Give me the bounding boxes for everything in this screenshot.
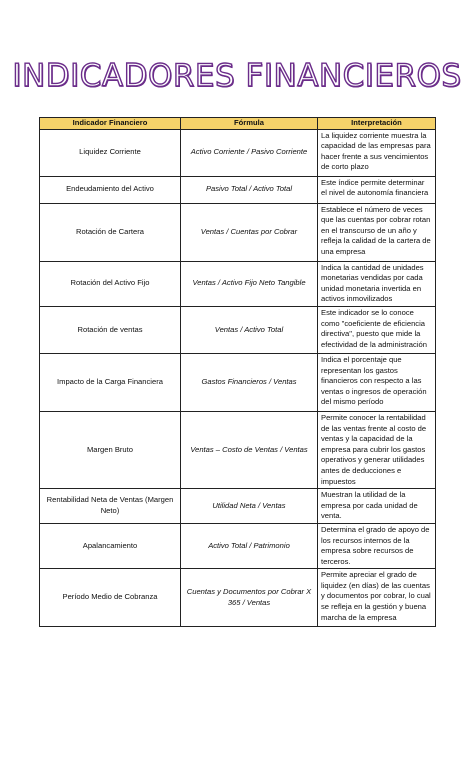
table-row	[40, 203, 436, 261]
formula-cell: Activo Corriente / Pasivo Corriente	[181, 129, 318, 176]
indicator-cell: Liquidez Corriente	[40, 129, 181, 176]
interpretation-cell: Indica el porcentaje que representan los gastos financieros con respecto a las ventas o ingresos de operación del mismo período	[318, 353, 436, 411]
interpretation-cell: La liquidez corriente muestra la capacidad de las empresas para hacer frente a sus vencimientos de corto plazo	[318, 129, 436, 176]
indicator-cell: Período Medio de Cobranza	[40, 569, 181, 627]
interpretation-cell: Determina el grado de apoyo de los recursos internos de la empresa sobre recursos de terceros.	[318, 523, 436, 568]
formula-cell: Ventas / Activo Total	[181, 306, 318, 353]
formula-cell: Pasivo Total / Activo Total	[181, 176, 318, 203]
interpretation-cell: Permite conocer la rentabilidad de las ventas frente al costo de ventas y la capacidad de la empresa para cubrir los gastos operativos y generar utilidades antes de deducciones e impuestos	[318, 411, 436, 488]
indicator-cell: Rentabilidad Neta de Ventas (Margen Neto)	[40, 489, 181, 524]
header-indicator: Indicador Financiero	[40, 118, 181, 130]
table-row	[40, 489, 436, 524]
formula-cell: Utilidad Neta / Ventas	[181, 489, 318, 524]
table-row	[40, 353, 436, 411]
table-header-row	[40, 118, 436, 130]
interpretation-cell: Este índice permite determinar el nivel de autonomía financiera	[318, 176, 436, 203]
page-title: INDICADORES FINANCIEROS	[12, 58, 462, 94]
indicator-cell: Impacto de la Carga Financiera	[40, 353, 181, 411]
indicator-cell: Margen Bruto	[40, 411, 181, 488]
table-row	[40, 306, 436, 353]
formula-cell: Activo Total / Patrimonio	[181, 523, 318, 568]
table-row	[40, 261, 436, 306]
indicator-cell: Rotación del Activo Fijo	[40, 261, 181, 306]
formula-cell: Gastos Financieros / Ventas	[181, 353, 318, 411]
table-row	[40, 523, 436, 568]
formula-cell: Ventas / Cuentas por Cobrar	[181, 203, 318, 261]
formula-cell: Cuentas y Documentos por Cobrar X 365 / Ventas	[181, 569, 318, 627]
table-row	[40, 569, 436, 627]
header-formula: Fórmula	[181, 118, 318, 130]
table-row	[40, 411, 436, 488]
interpretation-cell: Permite apreciar el grado de liquidez (en días) de las cuentas y documentos por cobrar, lo cual se refleja en la gestión y buena marcha de la empresa	[318, 569, 436, 627]
formula-cell: Ventas / Activo Fijo Neto Tangible	[181, 261, 318, 306]
indicator-cell: Apalancamiento	[40, 523, 181, 568]
interpretation-cell: Este indicador se lo conoce como "coeficiente de eficiencia directiva", puesto que mide la efectividad de la administración	[318, 306, 436, 353]
interpretation-cell: Muestran la utilidad de la empresa por cada unidad de venta.	[318, 489, 436, 524]
indicators-table-container	[39, 117, 436, 627]
indicators-table	[39, 117, 436, 627]
interpretation-cell: Establece el número de veces que las cuentas por cobrar rotan en el transcurso de un año y refleja la calidad de la cartera de una empresa	[318, 203, 436, 261]
table-row	[40, 129, 436, 176]
header-interpretation: Interpretación	[318, 118, 436, 130]
indicator-cell: Rotación de Cartera	[40, 203, 181, 261]
formula-cell: Ventas – Costo de Ventas / Ventas	[181, 411, 318, 488]
table-row	[40, 176, 436, 203]
interpretation-cell: Indica la cantidad de unidades monetarias vendidas por cada unidad monetaria invertida en activos inmovilizados	[318, 261, 436, 306]
indicator-cell: Rotación de ventas	[40, 306, 181, 353]
indicator-cell: Endeudamiento del Activo	[40, 176, 181, 203]
